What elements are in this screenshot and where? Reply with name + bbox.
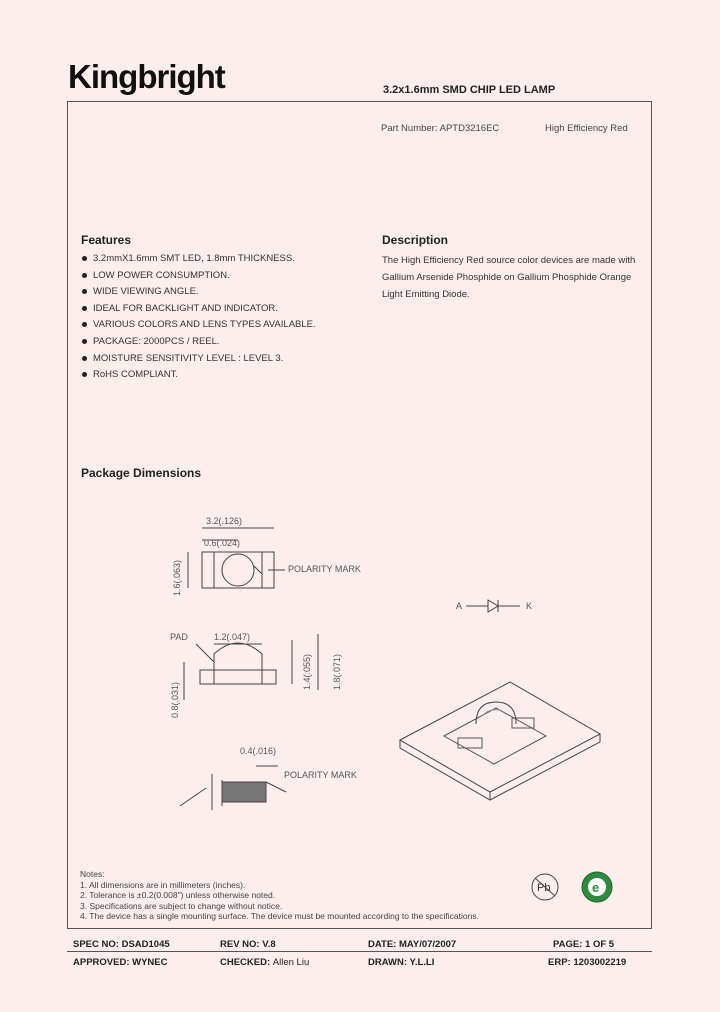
feature-item: IDEAL FOR BACKLIGHT AND INDICATOR.	[80, 302, 316, 319]
feature-item: 3.2mmX1.6mm SMT LED, 1.8mm THICKNESS.	[80, 252, 316, 269]
drawn-label: DRAWN:	[368, 957, 408, 968]
feature-item: MOISTURE SENSITIVITY LEVEL : LEVEL 3.	[80, 352, 316, 369]
document-title: 3.2x1.6mm SMD CHIP LED LAMP	[383, 84, 556, 96]
footer-divider	[67, 951, 652, 952]
footer-erp	[548, 957, 626, 968]
dim-bottom: 0.4(.016)	[240, 746, 277, 756]
side-view-drawing	[170, 632, 342, 718]
footer-checked	[220, 957, 309, 968]
dim-side-h1: 1.4(.055)	[302, 653, 312, 690]
footer-rev	[220, 939, 276, 950]
footer-drawn	[368, 957, 434, 968]
e-text: e	[592, 880, 600, 895]
footer-date	[368, 939, 456, 950]
drawn-value: Y.L.LI	[409, 957, 435, 968]
feature-item: LOW POWER CONSUMPTION.	[80, 269, 316, 286]
footer-approved	[73, 957, 168, 968]
description-line: The High Efficiency Red source color devices are made with	[382, 255, 636, 266]
diode-anode-label: A	[456, 601, 463, 611]
notes-line: 2. Tolerance is ±0.2(0.008") unless otherwise noted.	[80, 890, 276, 900]
bottom-polarity-label: POLARITY MARK	[284, 770, 357, 780]
dim-side-left: 0.8(.031)	[170, 681, 180, 718]
rev-value: V.8	[262, 939, 276, 950]
checked-label: CHECKED:	[220, 957, 271, 968]
isometric-view-drawing	[400, 682, 600, 800]
erp-value: 1203002219	[573, 957, 627, 968]
spec-value: DSAD1045	[121, 939, 170, 950]
dim-top-height: 1.6(.063)	[172, 559, 182, 596]
diode-symbol	[456, 600, 532, 612]
approved-label: APPROVED:	[73, 957, 130, 968]
feature-item: RoHS COMPLIANT.	[80, 368, 316, 385]
pb-text: Pb	[537, 882, 551, 894]
rev-label: REV NO:	[220, 939, 260, 950]
notes-line: 3. Specifications are subject to change without notice.	[80, 900, 283, 911]
notes-line: 4. The device has a single mounting surface. The device must be mounted according to the specifications.	[80, 911, 479, 921]
description-heading: Description	[382, 233, 449, 247]
rohs-e-badge	[582, 872, 612, 902]
bottom-view-drawing	[180, 746, 357, 810]
footer-page	[553, 939, 614, 950]
notes-line: 1. All dimensions are in millimeters (inches).	[80, 879, 246, 890]
page-label: PAGE:	[553, 939, 583, 950]
notes-line: Notes:	[80, 869, 105, 879]
dim-top-width: 3.2(.126)	[206, 516, 243, 526]
dim-pad: 1.2(.047)	[214, 632, 251, 642]
brand-logo: Kingbright	[68, 58, 225, 95]
package-dimensions-heading: Package Dimensions	[81, 466, 202, 480]
page-value: 1 OF 5	[585, 939, 615, 950]
approved-value: WYNEC	[132, 957, 168, 968]
diode-cathode-label: K	[526, 601, 533, 611]
spec-label: SPEC NO:	[73, 939, 119, 950]
feature-item: PACKAGE: 2000PCS / REEL.	[80, 335, 316, 352]
feature-item: VARIOUS COLORS AND LENS TYPES AVAILABLE.	[80, 318, 316, 335]
part-number: Part Number: APTD3216EC	[381, 123, 500, 134]
dim-top-inner: 0.6(.024)	[204, 538, 241, 548]
part-name: High Efficiency Red	[545, 123, 628, 134]
notes	[80, 869, 479, 922]
features-heading: Features	[81, 233, 132, 247]
dim-side-h2: 1.8(.071)	[332, 653, 342, 690]
top-view-drawing	[172, 516, 361, 596]
date-value: MAY/07/2007	[398, 939, 457, 950]
pb-free-badge	[532, 874, 558, 900]
description-line: Gallium Arsenide Phosphide on Gallium Phosphide Orange	[382, 272, 632, 283]
pad-label: PAD	[170, 632, 188, 642]
feature-item: WIDE VIEWING ANGLE.	[80, 285, 316, 302]
description-line: Light Emitting Diode.	[382, 289, 470, 300]
polarity-mark-label: POLARITY MARK	[288, 564, 361, 574]
footer-spec	[73, 939, 170, 950]
date-label: DATE:	[368, 939, 397, 950]
erp-label: ERP:	[548, 957, 571, 968]
checked-value: Allen Liu	[272, 957, 310, 968]
